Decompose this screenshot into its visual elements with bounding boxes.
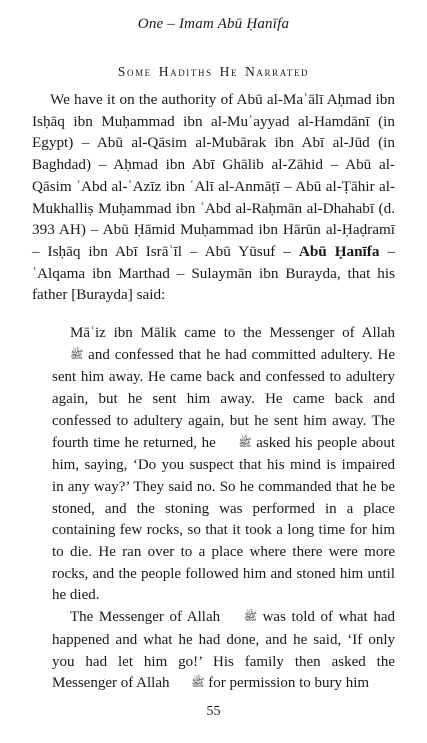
hadith-paragraph-1 xyxy=(52,323,395,607)
isnad-paragraph xyxy=(32,89,395,306)
salutation-icon: ﷺ xyxy=(238,436,252,449)
intro-block xyxy=(32,89,395,306)
page-number: 55 xyxy=(206,704,221,719)
hadith-text-1c: asked his people about him, saying, ‘Do you suspect that his mind is impaired in any way?’ They said no. So he commanded that he be stoned, and the stoning was performed in a place containing few rocks, so that it took a long time for him to die. He ran over to a place where there were more rocks, and the people followed him and stoned him until he died. xyxy=(52,434,395,604)
hadith-block xyxy=(52,323,395,696)
hadith-text-2b: was told of what had happened and what he had done, and he said, ‘If only you had let him go!’ His family then asked the Messenger of Allah xyxy=(52,609,395,692)
hadith-paragraph-2 xyxy=(52,607,395,696)
isnad-bold-name: Abū Ḥanīfa xyxy=(298,242,380,260)
isnad-text-1: We have it on the authority of Abū al-Maʿālī Aḥmad ibn Isḥāq ibn Muḥammad ibn al-Muʾayyad al-Hamdānī (in Egypt) – Abū al-Qāsim al-Mubārak ibn Abī al-Jūd (in Baghdad) – Aḥmad ibn Abī Ghālib al-Zāhid – Abū al-Qāsim ʿAbd al-ʿAzīz ibn ʿAlī al-Anmāṭī – Abū al-Ṭāhir al-Mukhalliṣ Muḥammad ibn ʿAbd al-Raḥmān al-Dhahabī (d. 393 AH) – Abū Ḥāmid Muḥammad ibn Hārūn al-Ḥaḍramī – Isḥāq ibn Abī Isrāʾīl – Abū Yūsuf – xyxy=(32,91,395,260)
hadith-text-1b: and confessed that he had committed adultery. He sent him away. He came back and confessed to adultery again, but he sent him away. He came back and confessed to adultery again, but he sent him away. The fourth time he returned, he xyxy=(52,346,395,451)
salutation-icon: ﷺ xyxy=(191,677,205,690)
isnad-text-2: – ʿAlqama ibn Marthad – Sulaymān ibn Burayda, that his father [Burayda] said: xyxy=(32,242,395,304)
salutation-icon: ﷺ xyxy=(243,611,257,624)
section-title: Some Hadiths He Narrated xyxy=(117,64,310,79)
hadith-text-2c: for permission to bury him xyxy=(204,675,370,692)
hadith-text-2a: The Messenger of Allah xyxy=(70,609,226,626)
running-head: One – Imam Abū Ḥanīfa xyxy=(137,16,290,32)
salutation-icon: ﷺ xyxy=(70,348,84,361)
hadith-text-1a: Māʿiz ibn Mālik came to the Messenger of Allah xyxy=(70,325,395,341)
